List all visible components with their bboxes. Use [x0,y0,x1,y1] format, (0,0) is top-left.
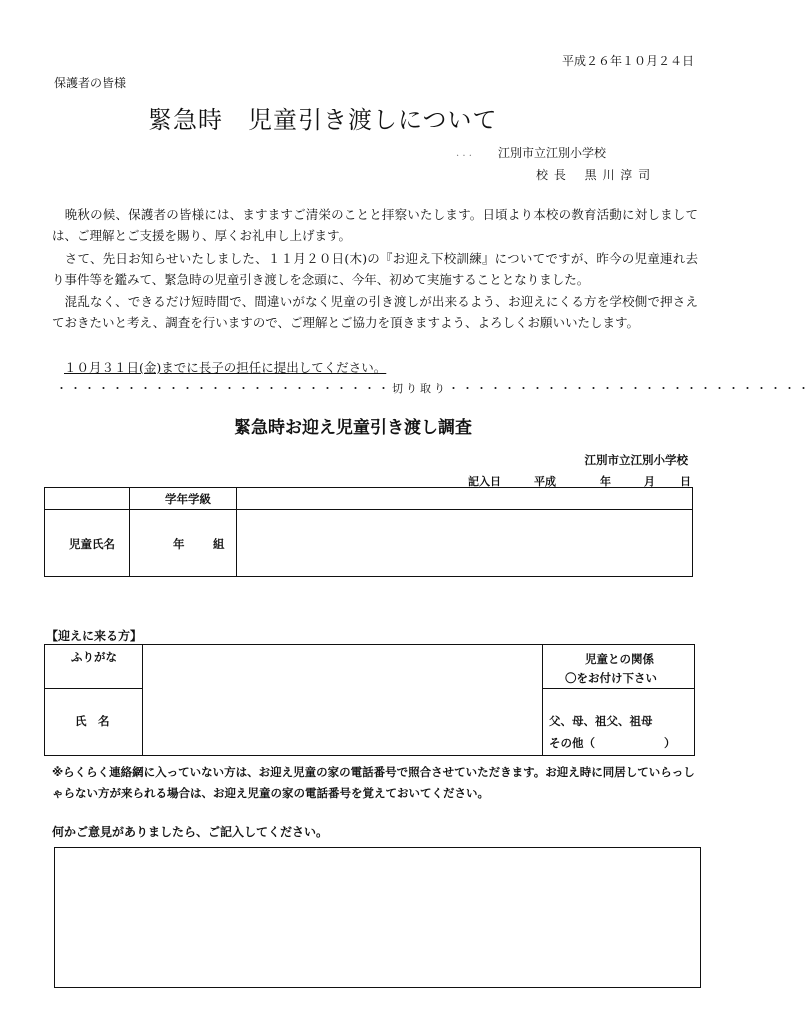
child-table-col-1 [129,488,130,576]
child-name-label: 児童氏名 [69,537,115,551]
pickup-heading: 【迎えに来る方】 [46,629,143,643]
principal-name: 校 長 黒 川 淳 司 [536,168,652,182]
letter-paragraph-request: 混乱なく、できるだけ短時間で、間違いがなく児童の引き渡しが出来るよう、お迎えにくる方を学校側で押さえておきたいと考え、調査を行いますので、ご理解とご協力を頂きますよう、よろしくお願いいたします。 [52,294,698,330]
scan-artifact: . . . [456,148,472,159]
page-title: 緊急時 児童引き渡しについて [148,106,498,134]
letter-paragraph-drill: さて、先日お知らせいたしました、１１月２０日(木)の『お迎え下校訓練』についてですが、昨今の児童連れ去り事件等を鑑みて、緊急時の児童引き渡しを念頭に、今年、初めて実施することとなりました。 [52,251,698,287]
cut-dots-left: ・・・・・・・・・・・・・・・・・・・・・・・・ [56,382,392,395]
survey-school-name: 江別市立江別小学校 [584,453,688,467]
era-label: 平成 [534,475,556,488]
cut-line [56,380,812,396]
relation-instruction: 〇をお付け下さい [565,671,657,685]
child-info-table [44,487,693,577]
salutation: 保護者の皆様 [54,76,127,90]
school-name: 江別市立江別小学校 [498,146,607,160]
comments-label: 何かご意見がありましたら、ご記入してください。 [52,825,329,839]
month-label: 月 [644,475,655,488]
relation-header: 児童との関係 [585,652,654,666]
pickup-col-2 [542,645,543,755]
entry-date-label: 記入日 [468,475,501,488]
relation-options[interactable]: 父、母、祖父、祖母 [549,714,653,728]
survey-title: 緊急時お迎え児童引き渡し調査 [234,418,472,438]
grade-label: 年 [173,537,185,551]
comments-field[interactable] [54,847,701,988]
year-label: 年 [600,475,611,488]
phone-verification-note: ※らくらく連絡網に入っていない方は、お迎え児童の家の電話番号で照合させていただきます。お迎え時に同居していらっしゃらない方が来られる場合は、お迎え児童の家の電話番号を覚えておいてください。 [52,765,695,800]
class-label: 組 [213,537,225,551]
guardian-name-label: 氏 名 [75,714,110,728]
cut-dots-right: ・・・・・・・・・・・・・・・・・・・・・・・・・・ [448,382,812,395]
submission-deadline: １０月３１日(金)までに長子の担任に提出してください。 [64,360,387,375]
furigana-divider [45,688,143,689]
letter-paragraph-greeting: 晩秋の候、保護者の皆様には、ますますご清栄のことと拝察いたします。日頃より本校の教育活動に対しましては、ご理解とご支援を賜り、厚くお礼申し上げます。 [52,207,698,243]
day-label: 日 [680,475,691,488]
cut-label: 切り取り [392,382,448,395]
relation-other[interactable]: その他（ ） [549,736,676,750]
guardian-name-field[interactable] [143,646,541,754]
child-name-field[interactable] [237,510,691,575]
pickup-person-table [44,644,695,756]
grade-class-header: 学年学級 [165,492,211,506]
furigana-label: ふりがな [71,650,117,664]
relation-divider [543,688,694,689]
letter-date: 平成２６年１０月２４日 [561,54,694,68]
